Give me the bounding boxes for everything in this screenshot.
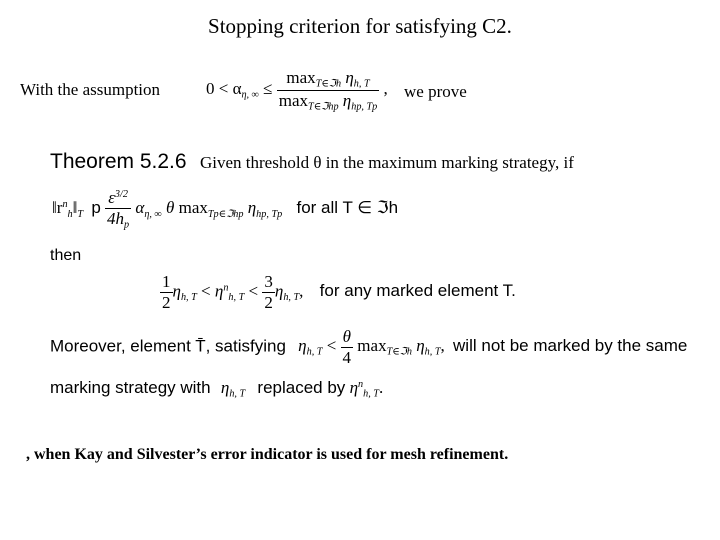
cond-theta: θ: [166, 198, 175, 218]
moreover-lead: Moreover, element T̄, satisfying: [50, 336, 286, 356]
bound-eta-3-sub: h, T: [283, 291, 300, 303]
formula-prefix: 0 < α: [206, 78, 242, 98]
num-eta: η: [345, 68, 354, 87]
theorem-bounds: [160, 272, 516, 313]
cond-tail: for all T ∈ ℑh: [296, 198, 399, 218]
cond-alpha-sub: η, ∞: [144, 208, 162, 220]
footer-note: , when Kay and Silvester’s error indicator is used for mesh refinement.: [26, 446, 509, 463]
bound-comma: ,: [299, 281, 304, 301]
theorem-moreover: [50, 327, 687, 368]
bound-frac-2: $\frac{3}{2}$: [264, 272, 273, 312]
bound-eta-3: η: [274, 281, 284, 301]
cond-norm-T: T: [77, 208, 84, 220]
cond-eta: η: [247, 198, 257, 218]
moreover-max-sub: T∈ℑh: [386, 346, 412, 358]
num-max: max: [286, 68, 316, 87]
formula-prefix-sub: η, ∞: [241, 89, 259, 101]
bound-lt-2: <: [248, 281, 259, 301]
den-max: max: [278, 90, 309, 110]
then-label: then: [50, 247, 82, 264]
cond-alpha: α: [135, 198, 145, 218]
formula-comma: ,: [383, 78, 388, 98]
cond-p: p: [91, 198, 101, 218]
bound-tail: for any marked element T.: [319, 281, 516, 301]
theorem-heading: Theorem 5.2.6: [50, 150, 187, 173]
replacement-eta-2-sub: h, T: [363, 388, 379, 400]
theorem-text: Given threshold θ in the maximum marking strategy, if: [200, 153, 574, 172]
replacement-eta-2-sup: n: [358, 378, 364, 390]
num-eta-sub: h, T: [353, 78, 370, 90]
cond-frac-den-sub: p: [124, 219, 130, 231]
theorem-replacement: [50, 378, 383, 400]
bound-eta-2-sub: h, T: [228, 291, 245, 303]
moreover-comma: ,: [440, 336, 445, 356]
bound-eta-2: η: [214, 281, 224, 301]
cond-fraction: [105, 188, 131, 231]
cond-frac-den: 4h: [107, 209, 125, 228]
moreover-eta: η: [298, 336, 307, 356]
bound-lt-1: <: [201, 281, 211, 301]
assumption-lead: With the assumption: [20, 80, 161, 99]
bound-eta-1-sub: h, T: [180, 291, 197, 303]
cond-frac-num: ε: [108, 188, 115, 207]
cond-norm-close: ‖: [72, 198, 78, 218]
replacement-eta-sub: h, T: [229, 388, 246, 400]
cond-max-sub: Tp∈ℑhp: [207, 208, 244, 220]
den-max-sub: T∈ℑhp: [308, 101, 339, 113]
den-eta: η: [342, 90, 352, 110]
cond-norm: ‖r: [52, 198, 63, 218]
cond-norm-sup: n: [62, 199, 68, 211]
assumption-formula: [206, 68, 388, 112]
replacement-end: .: [378, 378, 384, 397]
num-max-sub: T∈ℑh: [315, 78, 342, 90]
moreover-fraction: $\frac{\theta}{4}$: [342, 327, 352, 367]
moreover-tail: will not be marked by the same: [453, 336, 688, 356]
replacement-eta-2: η: [349, 378, 358, 397]
theorem-condition: [52, 188, 398, 231]
replacement-eta: η: [220, 378, 230, 397]
cond-frac-num-sup: 3/2: [114, 188, 128, 200]
cond-max: max: [178, 198, 208, 218]
replacement-mid: replaced by: [257, 378, 346, 397]
moreover-eta-2: η: [416, 336, 425, 356]
bound-eta-1: η: [172, 281, 181, 301]
assumption-fraction: [277, 68, 380, 112]
cond-norm-sub: h: [67, 208, 73, 220]
den-eta-sub: hp, Tp: [351, 101, 378, 113]
bound-frac-1: $\frac{1}{2}$: [162, 272, 171, 312]
moreover-eta-2-sub: h, T: [424, 346, 441, 358]
formula-relation: ≤: [263, 78, 273, 98]
moreover-max: max: [357, 336, 387, 356]
slide-title: Stopping criterion for satisfying C2.: [208, 14, 512, 38]
assumption-tail: we prove: [404, 82, 467, 101]
bound-eta-2-sup: n: [223, 282, 229, 294]
moreover-lt: <: [326, 336, 337, 356]
replacement-lead: marking strategy with: [50, 378, 211, 397]
cond-eta-sub: hp, Tp: [256, 208, 283, 220]
moreover-eta-sub: h, T: [306, 346, 323, 358]
